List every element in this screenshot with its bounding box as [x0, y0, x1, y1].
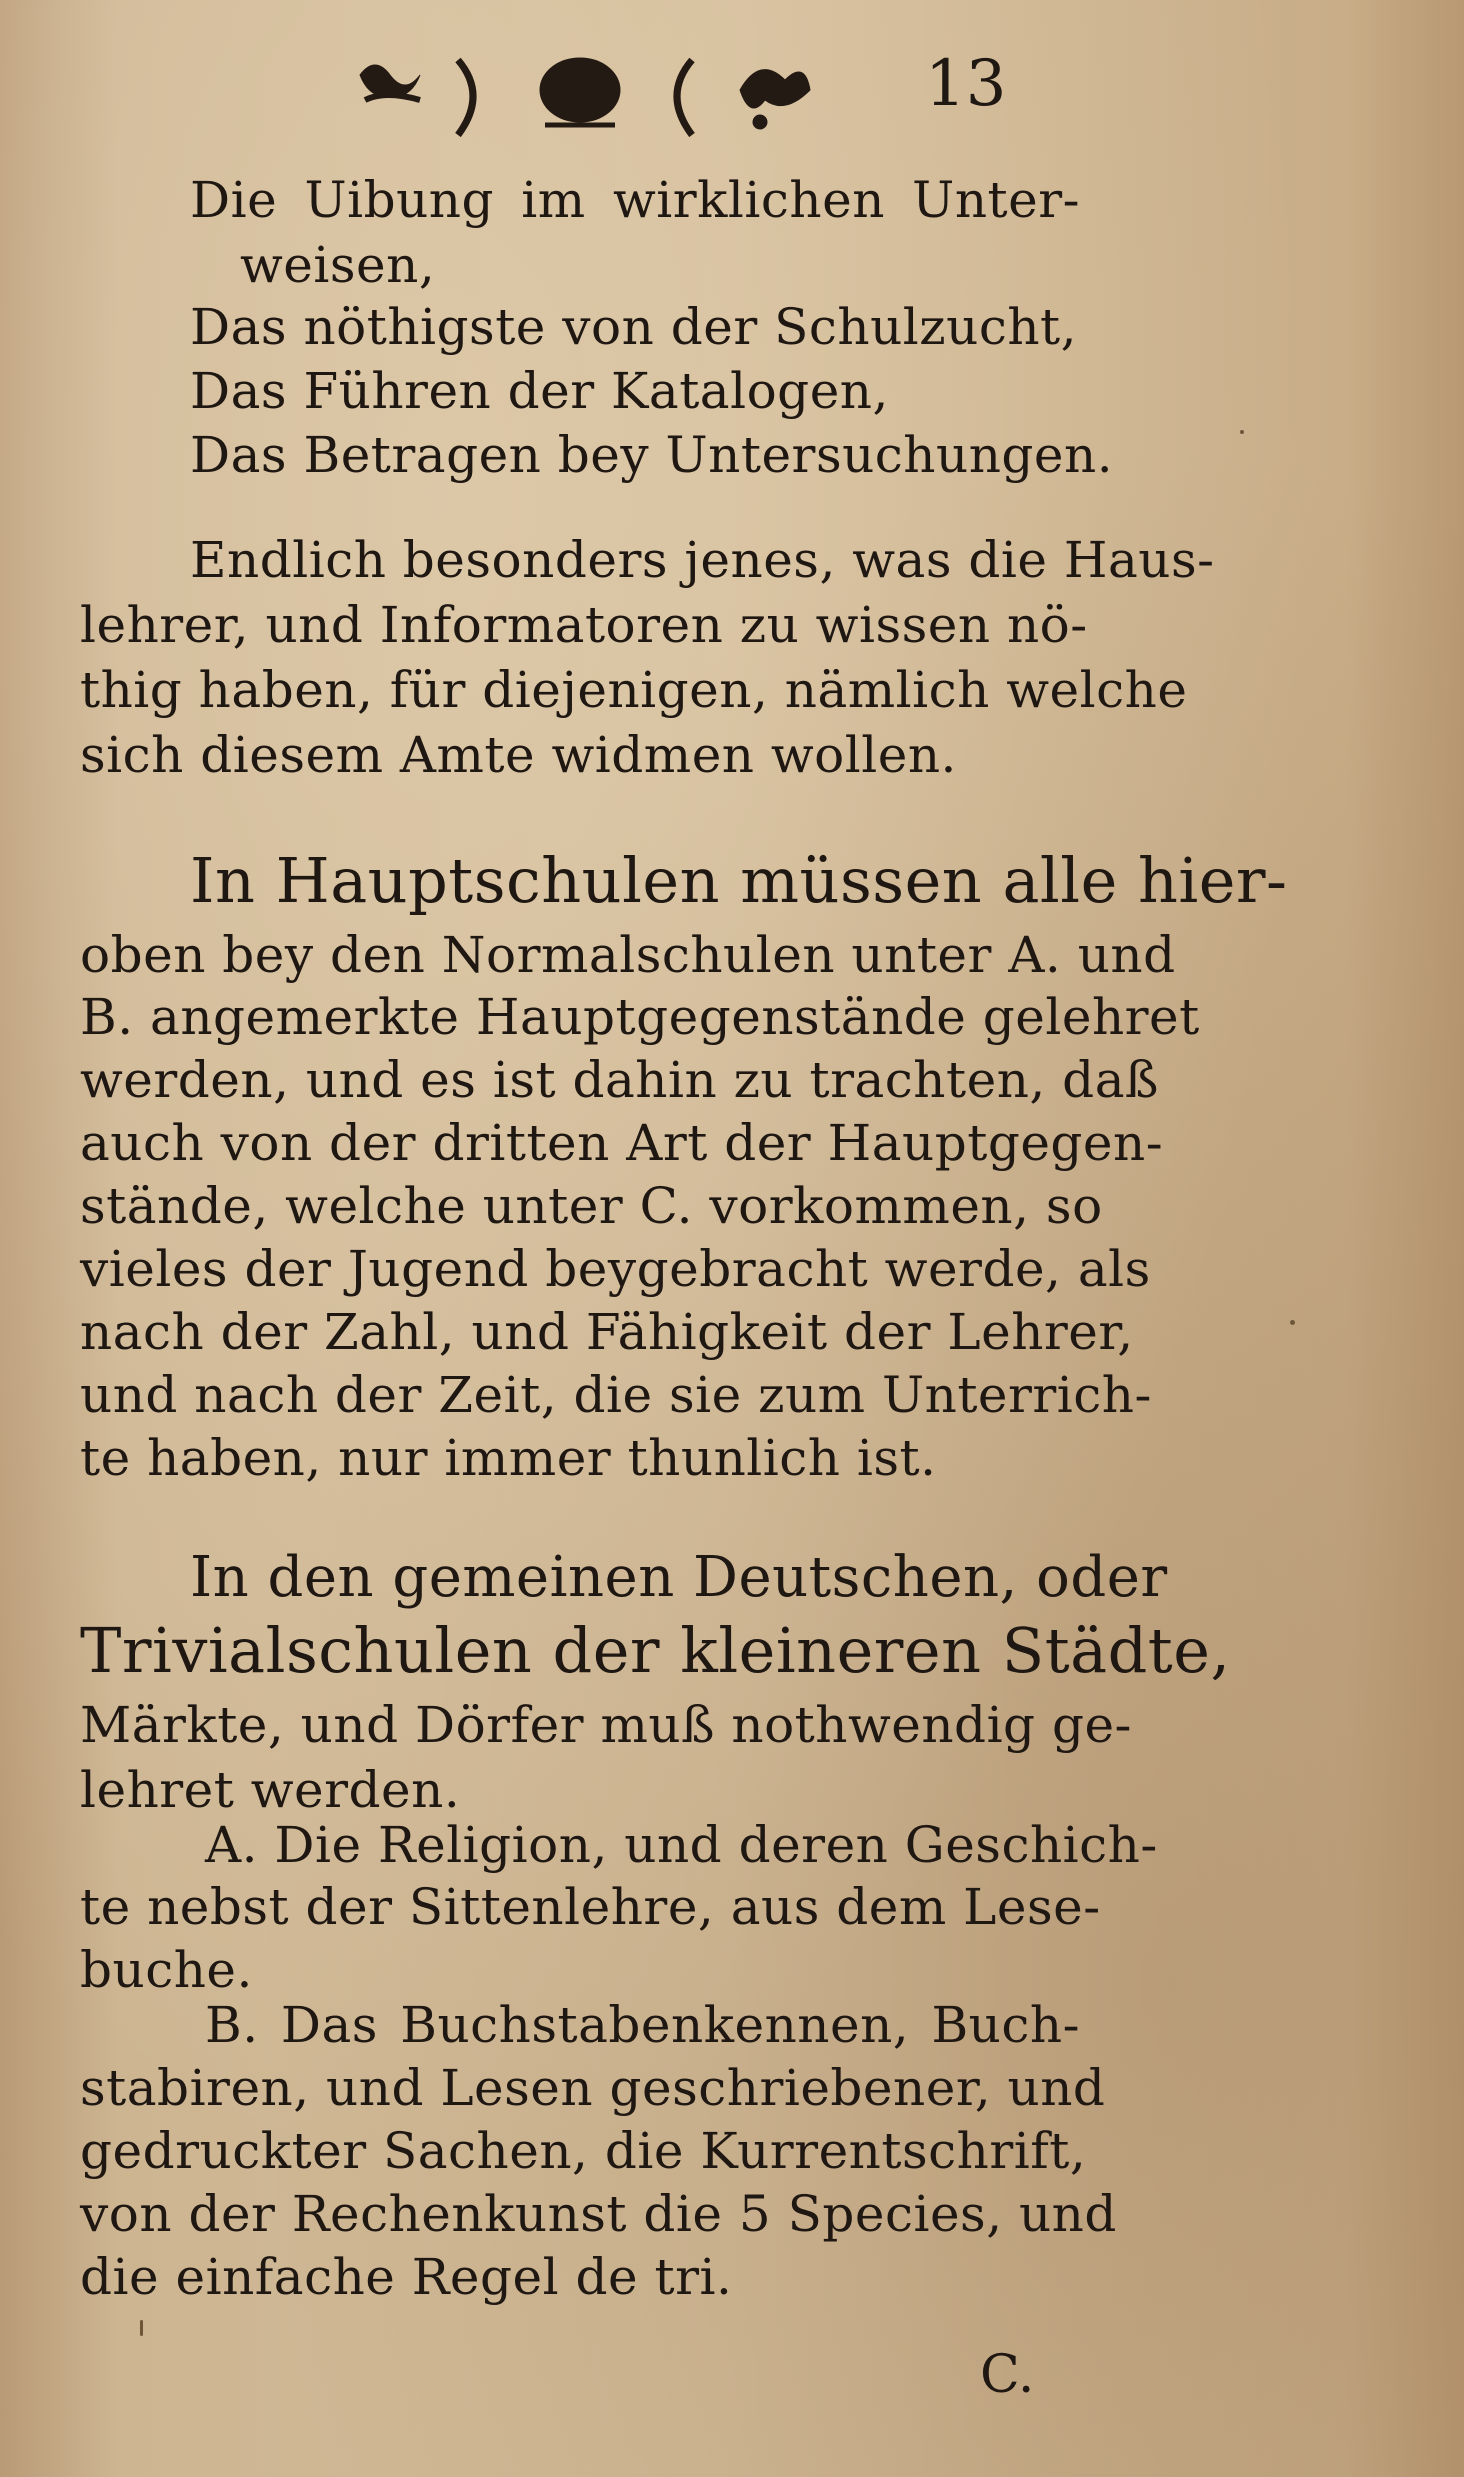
text-line: Märkte, und Dörfer muß nothwendig ge- — [80, 1696, 1132, 1754]
page-number: 13 — [925, 47, 1007, 121]
text-line: werden, und es ist dahin zu trachten, daß — [80, 1051, 1159, 1109]
paper-speck — [1240, 430, 1244, 434]
text-line: buche. — [80, 1941, 253, 1999]
text-line: vieles der Jugend beygebracht werde, als — [80, 1240, 1151, 1298]
text-line: oben bey den Normalschulen unter A. und — [80, 926, 1176, 984]
text-line: Die Uibung im wirklichen Unter- — [190, 171, 1080, 229]
text-line: B. Das Buchstabenkennen, Buch- — [205, 1996, 1080, 2054]
text-line: sich diesem Amte widmen wollen. — [80, 726, 957, 784]
paper-speck — [1290, 1320, 1295, 1325]
text-line: In den gemeinen Deutschen, oder — [190, 1545, 1168, 1610]
text-line: nach der Zahl, und Fähigkeit der Lehrer, — [80, 1303, 1134, 1361]
text-line: thig haben, für diejenigen, nämlich welche — [80, 661, 1188, 719]
text-line: In Hauptschulen müssen alle hier- — [190, 844, 1288, 917]
text-line: stabiren, und Lesen geschriebener, und — [80, 2059, 1106, 2117]
signature-mark: C. — [980, 2345, 1035, 2405]
text-line: und nach der Zeit, die sie zum Unterrich- — [80, 1366, 1152, 1424]
text-line: Trivialschulen der kleineren Städte, — [80, 1614, 1231, 1687]
text-line: weisen, — [240, 236, 436, 294]
text-line: gedruckter Sachen, die Kurrentschrift, — [80, 2122, 1087, 2180]
running-head — [340, 30, 1040, 140]
text-line: lehret werden. — [80, 1761, 461, 1819]
ornament-flourish-icon — [340, 30, 900, 140]
text-line: B. angemerkte Hauptgegenstände gelehret — [80, 988, 1200, 1046]
text-line: die einfache Regel de tri. — [80, 2248, 733, 2306]
text-line: A. Die Religion, und deren Geschich- — [205, 1816, 1158, 1874]
text-line: te nebst der Sittenlehre, aus dem Lese- — [80, 1878, 1101, 1936]
text-line: Das nöthigste von der Schulzucht, — [190, 298, 1078, 356]
text-line: te haben, nur immer thunlich ist. — [80, 1429, 937, 1487]
text-line: Das Betragen bey Untersuchungen. — [190, 426, 1114, 484]
paper-speck — [140, 2320, 143, 2336]
text-line: von der Rechenkunst die 5 Species, und — [80, 2185, 1117, 2243]
text-line: auch von der dritten Art der Hauptgegen- — [80, 1114, 1164, 1172]
text-line: stände, welche unter C. vorkommen, so — [80, 1177, 1103, 1235]
text-line: lehrer, und Informatoren zu wissen nö- — [80, 596, 1088, 654]
text-line: Endlich besonders jenes, was die Haus- — [190, 531, 1215, 589]
text-line: Das Führen der Katalogen, — [190, 362, 889, 420]
